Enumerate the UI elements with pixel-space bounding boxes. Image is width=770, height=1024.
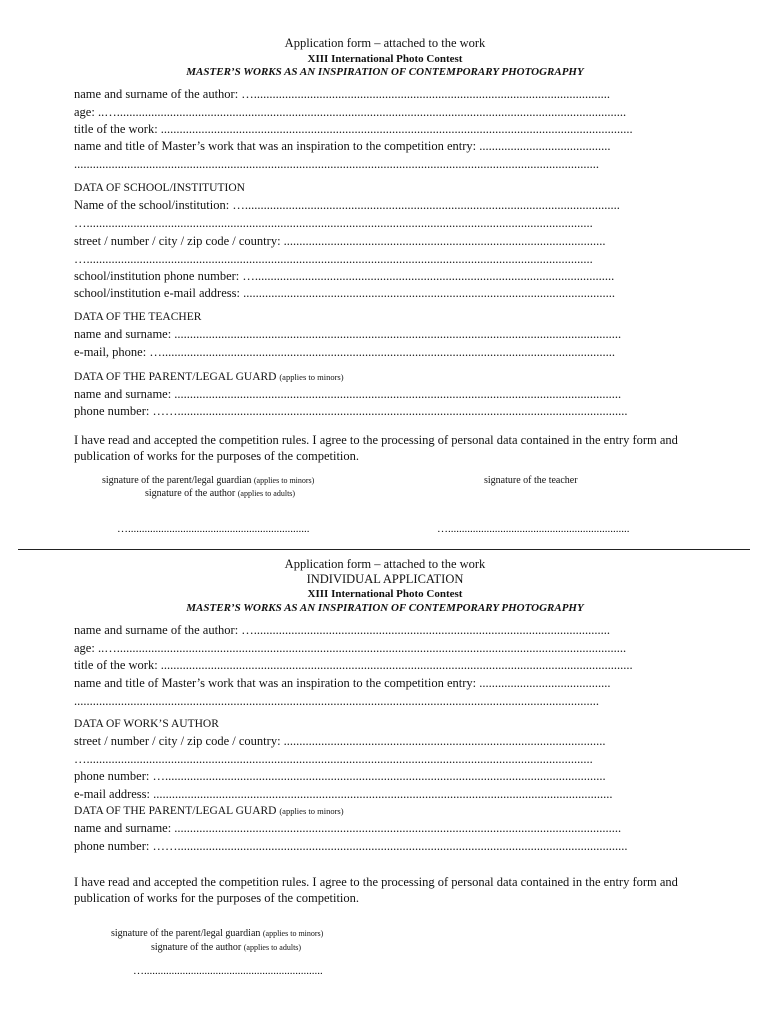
form2-title: Application form – attached to the work <box>284 557 486 571</box>
form2-contest-name: XIII International Photo Contest <box>307 588 463 600</box>
form2-author-name-field[interactable]: name and surname of the author: ….................................................................................................................. <box>74 623 611 637</box>
form1-school-address-field[interactable]: street / number / city / zip code / country: ....................................................................................................... <box>74 234 606 248</box>
form2-master-work-field-cont[interactable]: ........................................................................................................................................................................ <box>74 694 599 708</box>
form2-consent-text: I have read and accepted the competition rules. I agree to the processing of personal data contained in the entry form and publication of works for the purposes of the competition. <box>74 875 678 905</box>
form2-parent-heading <box>74 804 344 819</box>
form1-school-heading: DATA OF SCHOOL/INSTITUTION <box>74 182 245 194</box>
form1-master-work-field[interactable]: name and title of Master’s work that was an inspiration to the competition entry: .......................................... <box>74 139 611 153</box>
form1-parent-note: (applies to minors) <box>279 372 344 382</box>
form1-school-email-field[interactable]: school/institution e-mail address: ....................................................................................................................... <box>74 286 615 300</box>
form2-parent-note: (applies to minors) <box>279 806 344 816</box>
form1-school-name-field[interactable]: Name of the school/institution: …........................................................................................................................ <box>74 198 620 212</box>
form2-sig-author-note: (applies to adults) <box>243 943 302 952</box>
form2-sig-parent-text: signature of the parent/legal guardian <box>111 928 261 939</box>
form2-address-field-cont[interactable]: ….................................................................................................................................................................. <box>74 752 593 766</box>
form2-author-heading: DATA OF WORK’S AUTHOR <box>74 718 219 730</box>
form1-sig-author-label <box>145 488 295 499</box>
form2-signature-line[interactable]: …................................................................. <box>133 965 323 977</box>
form1-school-address-field-cont[interactable]: ….................................................................................................................................................................. <box>74 252 593 266</box>
form1-author-name-field[interactable]: name and surname of the author: ….................................................................................................................. <box>74 87 611 101</box>
form1-consent-text: I have read and accepted the competition rules. I agree to the processing of personal data contained in the entry form and publication of works for the purposes of the competition. <box>74 433 678 463</box>
form1-master-work-field-cont[interactable]: ........................................................................................................................................................................ <box>74 157 599 171</box>
form1-sig-parent-text: signature of the parent/legal guardian <box>102 475 252 486</box>
form1-parent-name-field[interactable]: name and surname: ............................................................................................................................................... <box>74 387 622 401</box>
form1-work-title-field[interactable]: title of the work: ....................................................................................................................................................... <box>74 122 633 136</box>
form2-parent-heading-text: DATA OF THE PARENT/LEGAL GUARD <box>74 805 277 817</box>
form2-work-title-field[interactable]: title of the work: ....................................................................................................................................................... <box>74 658 633 672</box>
form1-teacher-contact-field[interactable]: e-mail, phone: …................................................................................................................................................. <box>74 345 615 359</box>
form1-sig-parent-note: (applies to minors) <box>253 476 315 485</box>
form2-sig-author-text: signature of the author <box>151 942 242 953</box>
form-divider <box>18 549 750 550</box>
form1-parent-heading-text: DATA OF THE PARENT/LEGAL GUARD <box>74 371 277 383</box>
form2-parent-phone-field[interactable]: phone number: ……................................................................................................................................................ <box>74 839 628 853</box>
form1-teacher-name-field[interactable]: name and surname: ............................................................................................................................................... <box>74 327 622 341</box>
form2-master-work-field[interactable]: name and title of Master’s work that was an inspiration to the competition entry: .......................................... <box>74 676 611 690</box>
form1-title: Application form – attached to the work <box>284 36 486 50</box>
form1-parent-phone-field[interactable]: phone number: ……................................................................................................................................................ <box>74 404 628 418</box>
form1-school-name-field-cont[interactable]: ….................................................................................................................................................................. <box>74 216 593 230</box>
form1-age-field[interactable]: age: ..…................................................................................................................................................................... <box>74 105 627 119</box>
form2-contest-theme: MASTER’S WORKS AS AN INSPIRATION OF CONTEMPORARY PHOTOGRAPHY <box>186 602 584 614</box>
form2-sig-author-label <box>151 942 301 953</box>
form1-contest-name: XIII International Photo Contest <box>307 53 463 65</box>
form1-sig-author-text: signature of the author <box>145 488 236 499</box>
form2-phone-field[interactable]: phone number: …............................................................................................................................................. <box>74 769 606 783</box>
form2-address-field[interactable]: street / number / city / zip code / country: ....................................................................................................... <box>74 734 606 748</box>
form1-parent-heading <box>74 370 344 385</box>
form2-subtitle: INDIVIDUAL APPLICATION <box>306 572 464 586</box>
form2-sig-parent-label <box>111 928 323 939</box>
form2-sig-parent-note: (applies to minors) <box>262 929 324 938</box>
form2-age-field[interactable]: age: ..…................................................................................................................................................................... <box>74 641 627 655</box>
form1-sig-parent-label <box>102 475 314 486</box>
form2-email-field[interactable]: e-mail address: ................................................................................................................................................... <box>74 787 613 801</box>
form1-school-phone-field[interactable]: school/institution phone number: …................................................................................................................... <box>74 269 615 283</box>
form1-signature-line-left[interactable]: ….................................................................. <box>117 523 310 535</box>
form1-contest-theme: MASTER’S WORKS AS AN INSPIRATION OF CONTEMPORARY PHOTOGRAPHY <box>186 66 584 78</box>
form1-signature-line-right[interactable]: ….................................................................. <box>437 523 630 535</box>
form1-teacher-heading: DATA OF THE TEACHER <box>74 311 202 323</box>
form2-parent-name-field[interactable]: name and surname: ............................................................................................................................................... <box>74 821 622 835</box>
form1-sig-author-note: (applies to adults) <box>237 489 296 498</box>
form1-sig-teacher-label: signature of the teacher <box>484 475 578 486</box>
